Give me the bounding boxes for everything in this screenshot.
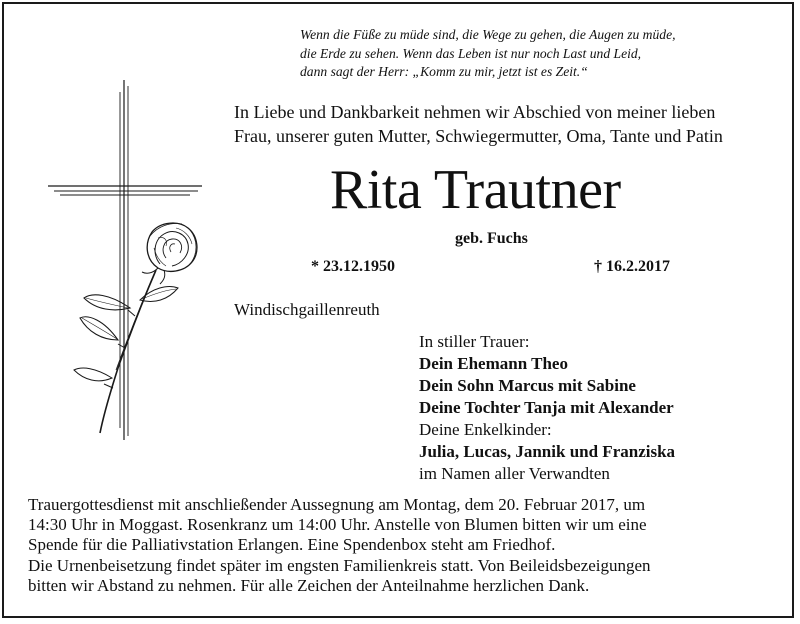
death-date: † 16.2.2017 bbox=[594, 258, 670, 275]
maiden-name: geb. Fuchs bbox=[455, 230, 528, 247]
mourner-grandchildren: Julia, Lucas, Jannik und Franziska bbox=[419, 442, 676, 461]
hometown: Windischgaillenreuth bbox=[234, 300, 380, 319]
intro-line: In Liebe und Dankbarkeit nehmen wir Abschied von meiner lieben bbox=[234, 102, 716, 122]
intro-text bbox=[234, 100, 774, 148]
mourners-heading: In stiller Trauer: bbox=[419, 332, 530, 351]
mourner-relatives: im Namen aller Verwandten bbox=[419, 464, 610, 483]
poem-line: Wenn die Füße zu müde sind, die Wege zu gehen, die Augen zu müde, bbox=[300, 27, 676, 42]
mourner-husband: Dein Ehemann Theo bbox=[419, 354, 568, 373]
notice-line: bitten wir Abstand zu nehmen. Für alle Zeichen der Anteilnahme herzlichen Dank. bbox=[28, 575, 590, 595]
poem-verse bbox=[300, 26, 760, 82]
grandchildren-label: Deine Enkelkinder: bbox=[419, 420, 552, 439]
notice-line: 14:30 Uhr in Moggast. Rosenkranz um 14:00 Uhr. Anstelle von Blumen bitten wir um eine bbox=[28, 515, 647, 535]
poem-line: die Erde zu sehen. Wenn das Leben ist nur noch Last und Leid, bbox=[300, 45, 642, 61]
cross-with-rose-icon bbox=[40, 78, 225, 443]
notice-line: Spende für die Palliativstation Erlangen. Eine Spendenbox steht am Friedhof. bbox=[28, 535, 556, 555]
mourner-son: Dein Sohn Marcus mit Sabine bbox=[419, 376, 636, 395]
mourner-daughter: Deine Tochter Tanja mit Alexander bbox=[419, 398, 674, 417]
mourners-list bbox=[419, 331, 779, 485]
notice-line: Trauergottesdienst mit anschließender Aussegnung am Montag, dem 20. Februar 2017, um bbox=[28, 495, 646, 514]
notice-line: Die Urnenbeisetzung findet später im engsten Familienkreis statt. Von Beileidsbezeigungen bbox=[28, 555, 651, 575]
birth-date: * 23.12.1950 bbox=[311, 258, 395, 275]
poem-line: dann sagt der Herr: „Komm zu mir, jetzt ist es Zeit.“ bbox=[300, 64, 588, 79]
service-notice bbox=[28, 495, 788, 596]
intro-line: Frau, unserer guten Mutter, Schwiegermutter, Oma, Tante und Patin bbox=[234, 126, 723, 146]
deceased-name: Rita Trautner bbox=[330, 159, 621, 221]
